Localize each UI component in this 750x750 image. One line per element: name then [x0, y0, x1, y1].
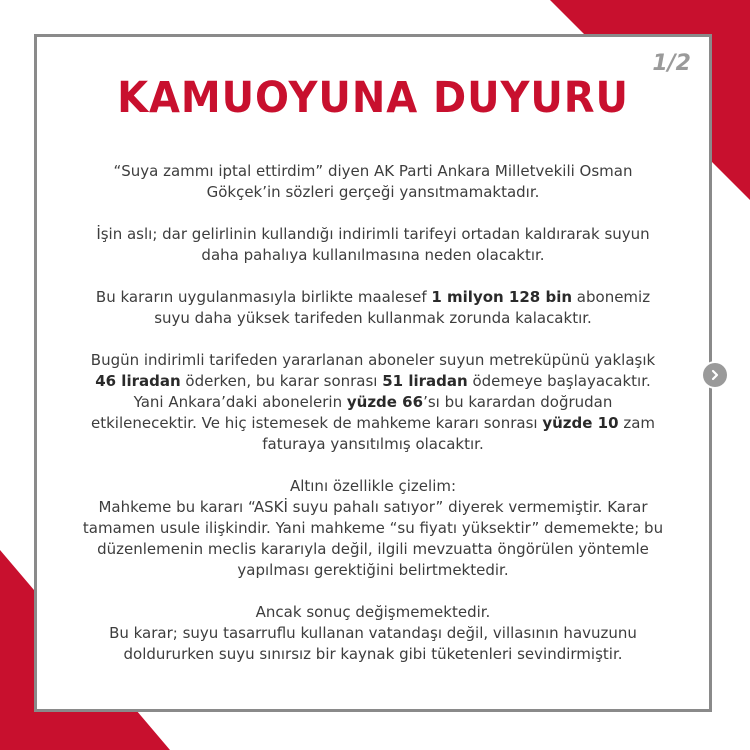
- page-indicator: 1/2: [652, 51, 691, 76]
- paragraph-4: Bugün indirimli tarifeden yararlanan aboneler suyun metreküpünü yaklaşık 46 liradan öderken, bu karar sonrası 51 liradan ödemeye başlayacaktır. Yani Ankara’daki abonelerin yüzde 66’sı bu karardan doğrudan etkilenecektir. Ve hiç istemesek de mahkeme kararı sonrası yüzde 10 zam faturaya yansıtılmış olacaktır.: [90, 351, 656, 453]
- paragraph-6-heading: Ancak sonuç değişmemektedir.: [255, 603, 491, 621]
- paragraph-2: İşin aslı; dar gelirlinin kullandığı indirimli tarifeyi ortadan kaldırarak suyun daha pahalıya kullanılmasına neden olacaktır.: [96, 225, 650, 264]
- announcement-body: [81, 161, 665, 686]
- paragraph-1: “Suya zammı iptal ettirdim” diyen AK Parti Ankara Milletvekili Osman Gökçek’in sözleri gerçeği yansıtmamaktadır.: [113, 162, 633, 201]
- paragraph-3: Bu kararın uygulanmasıyla birlikte maalesef 1 milyon 128 bin abonemiz suyu daha yüksek tarifeden kullanmak zorunda kalacaktır.: [95, 288, 651, 327]
- announcement-card: [34, 34, 712, 712]
- paragraph-5-heading: Altını özellikle çizelim:: [289, 477, 457, 495]
- new-price: 51 liradan: [382, 372, 468, 390]
- old-price: 46 liradan: [95, 372, 181, 390]
- affected-percentage: yüzde 66: [346, 393, 424, 411]
- chevron-right-icon[interactable]: [703, 363, 727, 387]
- page-title: KAMUOYUNA DUYURU: [117, 73, 629, 123]
- paragraph-6: Ancak sonuç değişmemektedir. Bu karar; suyu tasarruflu kullanan vatandaşı değil, villasının havuzunu doldururken suyu sınırsız bir kaynak gibi tüketenleri sevindirmiştir.: [109, 603, 637, 663]
- increase-percentage: yüzde 10: [542, 414, 619, 432]
- subscriber-count: 1 milyon 128 bin: [431, 288, 573, 306]
- paragraph-5: Altını özellikle çizelim: Mahkeme bu kararı “ASKİ suyu pahalı satıyor” diyerek vermemiştir. Karar tamamen usule ilişkindir. Yani mahkeme “su fiyatı yüksektir” dememekte; bu düzenlemenin meclis kararıyla değil, ilgili mevzuatta öngörülen yöntemle yapılması gerektiğini belirtmektedir.: [82, 477, 664, 579]
